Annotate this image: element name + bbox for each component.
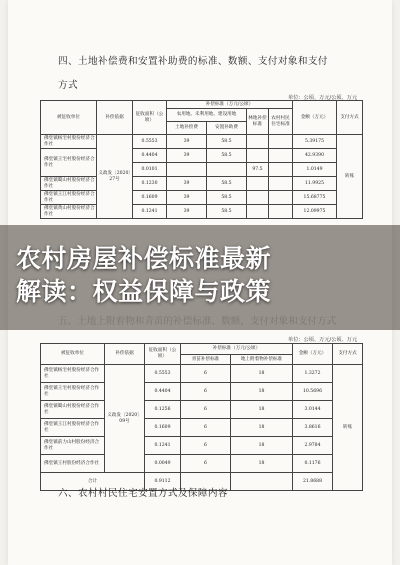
basis-cell: 义政发〔2020〕27号 xyxy=(97,135,133,219)
col-std-group: 补偿标准（万元/公顷） xyxy=(167,101,293,109)
section5-unit: 单位：公顷、万元/公顷、万元 xyxy=(288,337,358,343)
col-village-fee: 农村村民住宅标准 xyxy=(269,109,293,135)
method-cell: 转账 xyxy=(337,135,363,219)
compensation-table xyxy=(40,100,363,219)
table-row: 佛堂镇杨宅村股份经济合作社 义政发〔2020〕27号 0.5553 39 58.5 5.39175 转账 xyxy=(41,135,363,149)
col-land-comp: 土地补偿费 xyxy=(167,122,207,135)
section4-heading-line2: 方式 xyxy=(58,80,78,91)
col2-amount: 金额（万元） xyxy=(293,344,333,365)
col-basis: 补偿依据 xyxy=(97,101,133,135)
table-row: 佛堂镇王宅村股份经济合作社 0.4404 6 18 10.5696 xyxy=(41,383,363,401)
col-area: 征收面积（公顷） xyxy=(133,101,167,135)
table-row: 佛堂镇王江村股份经济合作社 0.1609 39 58.5 15.68775 xyxy=(41,191,363,205)
section4-heading xyxy=(58,54,328,93)
table-row: 佛堂镇杨宅村股份经济合作社 义政发〔2020〕09号 0.5553 6 18 1.3272 转账 xyxy=(41,365,363,383)
headline-line1: 农村房屋补偿标准最新 xyxy=(16,244,272,273)
col-method: 支付方式 xyxy=(337,101,363,135)
headline-text xyxy=(16,242,388,308)
col2-attach: 地上附着物补偿标准 xyxy=(231,355,293,365)
total-area: 0.9112 xyxy=(145,473,181,491)
method-cell-2: 转账 xyxy=(333,365,363,491)
section4-heading-line1: 四、土地补偿费和安置补助费的标准、数额、支付对象和支付 xyxy=(58,56,328,67)
attachment-table xyxy=(40,343,363,491)
table-row: 佛堂镇蜀山村股份经济合作社 0.1230 39 58.5 11.9925 xyxy=(41,177,363,191)
total-amount: 21.8688 xyxy=(293,473,333,491)
col-resettle: 安置补助费 xyxy=(207,122,247,135)
col2-owner: 被征收单位 xyxy=(41,344,105,365)
col-std-sub: 农用地、未利用地、建设用地 xyxy=(167,109,247,122)
table-row: 佛堂镇前力山村股份经济合作社 0.1241 6 18 2.9784 xyxy=(41,437,363,455)
col-owner: 被征收单位 xyxy=(41,101,97,135)
section5-heading-faint: 五、土地上附着物和青苗的补偿标准、数额、支付对象和支付方式 xyxy=(58,316,337,327)
col-forest: 林地补偿标准 xyxy=(247,109,269,135)
table-row: 佛堂镇王江村股份经济合作社 0.1609 6 18 3.8616 xyxy=(41,419,363,437)
col2-area: 征收面积（公顷） xyxy=(145,344,181,365)
table-row: 佛堂镇王宅村股份经济合作社 0.4404 39 58.5 42.9390 xyxy=(41,149,363,163)
section6-heading: 六、农村村民住宅安置方式及保障内容 xyxy=(58,488,228,499)
col2-crop: 青苗补偿标准 xyxy=(181,355,231,365)
col-amount: 金额（万元） xyxy=(293,101,337,135)
total-label: 合计 xyxy=(41,473,145,491)
table-row: 佛堂镇王村股份经济合作社 0.0049 6 18 0.1176 xyxy=(41,455,363,473)
table-row: 0.0101 97.5 1.0149 xyxy=(41,163,363,177)
col2-method: 支付方式 xyxy=(333,344,363,365)
table-row: 佛堂镇黄山村股份经济合作社 0.1241 39 58.5 12.09975 xyxy=(41,205,363,219)
section4-unit: 单位：公顷、万元/公顷、万元 xyxy=(288,95,358,101)
basis-cell-2: 义政发〔2020〕09号 xyxy=(105,365,145,473)
col2-basis: 补偿依据 xyxy=(105,344,145,365)
table-row: 佛堂镇蜀山村股份经济合作社 0.1256 6 18 3.0144 xyxy=(41,401,363,419)
headline-line2: 解读：权益保障与政策 xyxy=(16,277,272,306)
col2-std-group: 补偿标准（万元/公顷） xyxy=(181,344,293,355)
